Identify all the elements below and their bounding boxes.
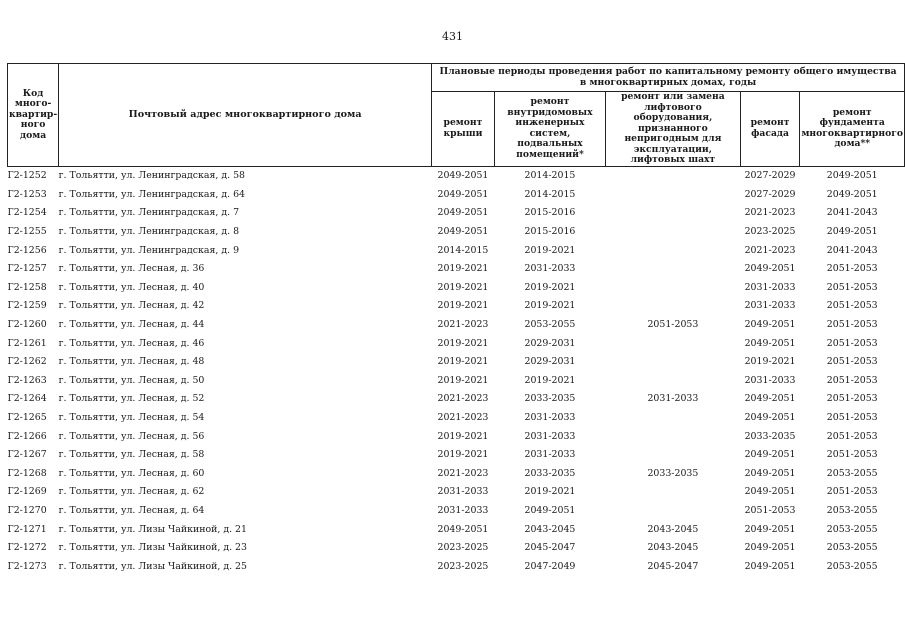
row-lift: 2051-2053 [647,319,699,331]
row-foundation: 2051-2053 [826,319,878,331]
row-facade: 2021-2023 [744,207,796,219]
row-facade: 2049-2051 [744,486,796,498]
table-row [8,222,905,241]
row-systems: 2045-2047 [524,542,576,554]
row-lift: 2045-2047 [647,560,699,572]
row-systems: 2031-2033 [524,430,576,442]
row-facade: 2021-2023 [744,244,796,256]
row-roof: 2021-2023 [437,467,489,479]
table-row [8,408,905,427]
row-foundation: 2053-2055 [826,523,878,535]
row-foundation: 2049-2051 [826,226,878,238]
row-lift: 2043-2045 [647,523,699,535]
row-address: г. Тольятти, ул. Лесная, д. 64 [58,504,205,516]
row-address: г. Тольятти, ул. Лесная, д. 36 [58,263,205,275]
row-facade: 2049-2051 [744,393,796,405]
table-row [8,352,905,371]
row-lift [606,297,741,316]
row-code: Г2-1254 [7,207,47,219]
row-facade: 2031-2033 [744,300,796,312]
row-address: г. Тольятти, ул. Лесная, д. 56 [58,430,205,442]
row-systems: 2014-2015 [524,170,576,182]
row-systems: 2031-2033 [524,412,576,424]
header-facade: ремонт фасада [740,92,800,167]
row-code: Г2-1259 [7,300,47,312]
row-roof: 2049-2051 [437,523,489,535]
row-address: г. Тольятти, ул. Лесная, д. 44 [58,319,205,331]
row-roof: 2023-2025 [437,542,489,554]
table-row [8,241,905,260]
row-roof: 2049-2051 [437,226,489,238]
table-row [8,278,905,297]
row-facade: 2027-2029 [744,170,796,182]
row-roof: 2049-2051 [437,207,489,219]
row-lift [606,427,741,446]
header-foundation: ремонт фундамента многоквартирного дома** [800,92,905,167]
row-foundation: 2051-2053 [826,412,878,424]
header-lift: ремонт или замена лифтового оборудования, признанного непригодным для эксплуатации, лифтовых шахт [606,92,741,167]
row-code: Г2-1261 [7,337,47,349]
row-roof: 2019-2021 [437,281,489,293]
row-systems: 2049-2051 [524,504,576,516]
row-facade: 2027-2029 [744,188,796,200]
row-facade: 2019-2021 [744,356,796,368]
table-row [8,390,905,409]
row-foundation: 2041-2043 [826,244,878,256]
row-facade: 2049-2051 [744,542,796,554]
row-systems: 2014-2015 [524,188,576,200]
row-address: г. Тольятти, ул. Лизы Чайкиной, д. 23 [58,542,247,554]
row-foundation: 2041-2043 [826,207,878,219]
row-roof: 2019-2021 [437,430,489,442]
row-lift [606,259,741,278]
row-facade: 2049-2051 [744,337,796,349]
row-foundation: 2051-2053 [826,356,878,368]
row-foundation: 2053-2055 [826,504,878,516]
row-roof: 2019-2021 [437,356,489,368]
row-address: г. Тольятти, ул. Лесная, д. 42 [58,300,205,312]
table-row [8,185,905,204]
row-code: Г2-1264 [7,393,47,405]
row-lift [606,371,741,390]
table-header [8,64,905,167]
row-code: Г2-1262 [7,356,47,368]
row-facade: 2049-2051 [744,263,796,275]
row-facade: 2031-2033 [744,374,796,386]
row-foundation: 2053-2055 [826,467,878,479]
row-address: г. Тольятти, ул. Ленинградская, д. 8 [58,226,240,238]
row-address: г. Тольятти, ул. Лизы Чайкиной, д. 21 [58,523,247,535]
table-row [8,204,905,223]
row-lift [606,352,741,371]
page-number: 431 [442,30,463,43]
row-roof: 2021-2023 [437,412,489,424]
row-code: Г2-1267 [7,449,47,461]
row-lift [606,445,741,464]
row-address: г. Тольятти, ул. Лесная, д. 62 [58,486,205,498]
row-facade: 2049-2051 [744,467,796,479]
row-facade: 2049-2051 [744,449,796,461]
row-systems: 2019-2021 [524,281,576,293]
row-systems: 2019-2021 [524,244,576,256]
row-address: г. Тольятти, ул. Лесная, д. 54 [58,412,205,424]
table-row [8,334,905,353]
row-code: Г2-1260 [7,319,47,331]
row-roof: 2021-2023 [437,393,489,405]
row-systems: 2019-2021 [524,374,576,386]
row-systems: 2015-2016 [524,207,576,219]
header-code: Код много- квартир- ного дома [8,64,59,167]
row-address: г. Тольятти, ул. Лесная, д. 60 [58,467,205,479]
row-systems: 2053-2055 [524,319,576,331]
row-lift [606,278,741,297]
row-roof: 2031-2033 [437,486,489,498]
row-code: Г2-1255 [7,226,47,238]
row-foundation: 2051-2053 [826,300,878,312]
row-code: Г2-1266 [7,430,47,442]
row-facade: 2049-2051 [744,412,796,424]
table-row [8,501,905,520]
row-address: г. Тольятти, ул. Лесная, д. 52 [58,393,205,405]
row-foundation: 2051-2053 [826,281,878,293]
row-foundation: 2049-2051 [826,188,878,200]
row-facade: 2049-2051 [744,523,796,535]
row-lift [606,166,741,185]
row-address: г. Тольятти, ул. Лесная, д. 46 [58,337,205,349]
row-address: г. Тольятти, ул. Ленинградская, д. 9 [58,244,240,256]
row-lift [606,204,741,223]
row-foundation: 2049-2051 [826,170,878,182]
table-row [8,520,905,539]
row-lift: 2033-2035 [647,467,699,479]
table-row [8,538,905,557]
header-roof: ремонт крыши [432,92,495,167]
row-address: г. Тольятти, ул. Ленинградская, д. 7 [58,207,240,219]
row-foundation: 2051-2053 [826,337,878,349]
row-lift [606,185,741,204]
row-roof: 2021-2023 [437,319,489,331]
row-address: г. Тольятти, ул. Лесная, д. 48 [58,356,205,368]
row-systems: 2029-2031 [524,337,576,349]
table-row [8,557,905,576]
row-systems: 2031-2033 [524,263,576,275]
table-row [8,315,905,334]
table-row [8,259,905,278]
row-foundation: 2051-2053 [826,374,878,386]
row-systems: 2019-2021 [524,486,576,498]
repair-schedule-table [7,63,905,576]
row-address: г. Тольятти, ул. Лесная, д. 58 [58,449,205,461]
row-code: Г2-1252 [7,170,47,182]
row-roof: 2019-2021 [437,263,489,275]
row-code: Г2-1271 [7,523,47,535]
row-systems: 2033-2035 [524,467,576,479]
row-lift: 2031-2033 [647,393,699,405]
row-roof: 2019-2021 [437,449,489,461]
row-foundation: 2051-2053 [826,486,878,498]
table-row [8,371,905,390]
row-systems: 2047-2049 [524,560,576,572]
row-foundation: 2051-2053 [826,449,878,461]
row-code: Г2-1270 [7,504,47,516]
row-address: г. Тольятти, ул. Лизы Чайкиной, д. 25 [58,560,247,572]
row-code: Г2-1273 [7,560,47,572]
row-roof: 2049-2051 [437,170,489,182]
row-systems: 2031-2033 [524,449,576,461]
row-code: Г2-1258 [7,281,47,293]
row-address: г. Тольятти, ул. Лесная, д. 50 [58,374,205,386]
header-group: Плановые периоды проведения работ по капитальному ремонту общего имущества в многоквартирных домах, годы [432,64,905,92]
row-foundation: 2051-2053 [826,263,878,275]
row-systems: 2029-2031 [524,356,576,368]
row-lift [606,501,741,520]
row-foundation: 2053-2055 [826,560,878,572]
row-code: Г2-1268 [7,467,47,479]
row-facade: 2049-2051 [744,319,796,331]
table-row [8,427,905,446]
row-facade: 2031-2033 [744,281,796,293]
row-systems: 2019-2021 [524,300,576,312]
row-code: Г2-1256 [7,244,47,256]
table-row [8,166,905,185]
table-row [8,297,905,316]
row-address: г. Тольятти, ул. Лесная, д. 40 [58,281,205,293]
row-systems: 2033-2035 [524,393,576,405]
row-address: г. Тольятти, ул. Ленинградская, д. 64 [58,188,246,200]
row-facade: 2049-2051 [744,560,796,572]
row-lift [606,408,741,427]
table-row [8,445,905,464]
row-roof: 2049-2051 [437,188,489,200]
table-row [8,483,905,502]
row-roof: 2031-2033 [437,504,489,516]
row-code: Г2-1263 [7,374,47,386]
row-systems: 2043-2045 [524,523,576,535]
row-lift [606,241,741,260]
row-lift [606,334,741,353]
row-code: Г2-1269 [7,486,47,498]
row-address: г. Тольятти, ул. Ленинградская, д. 58 [58,170,246,182]
table-body [8,166,905,576]
row-code: Г2-1257 [7,263,47,275]
row-roof: 2014-2015 [437,244,489,256]
row-code: Г2-1265 [7,412,47,424]
row-code: Г2-1272 [7,542,47,554]
row-roof: 2023-2025 [437,560,489,572]
row-lift [606,222,741,241]
header-systems: ремонт внутридомовых инженерных систем, подвальных помещений* [494,92,605,167]
row-foundation: 2051-2053 [826,393,878,405]
row-foundation: 2053-2055 [826,542,878,554]
row-code: Г2-1253 [7,188,47,200]
row-systems: 2015-2016 [524,226,576,238]
row-roof: 2019-2021 [437,374,489,386]
row-facade: 2023-2025 [744,226,796,238]
row-facade: 2033-2035 [744,430,796,442]
table-row [8,464,905,483]
row-facade: 2051-2053 [744,504,796,516]
row-roof: 2019-2021 [437,337,489,349]
row-lift [606,483,741,502]
row-roof: 2019-2021 [437,300,489,312]
header-address: Почтовый адрес многоквартирного дома [59,64,432,167]
row-foundation: 2051-2053 [826,430,878,442]
row-lift: 2043-2045 [647,542,699,554]
